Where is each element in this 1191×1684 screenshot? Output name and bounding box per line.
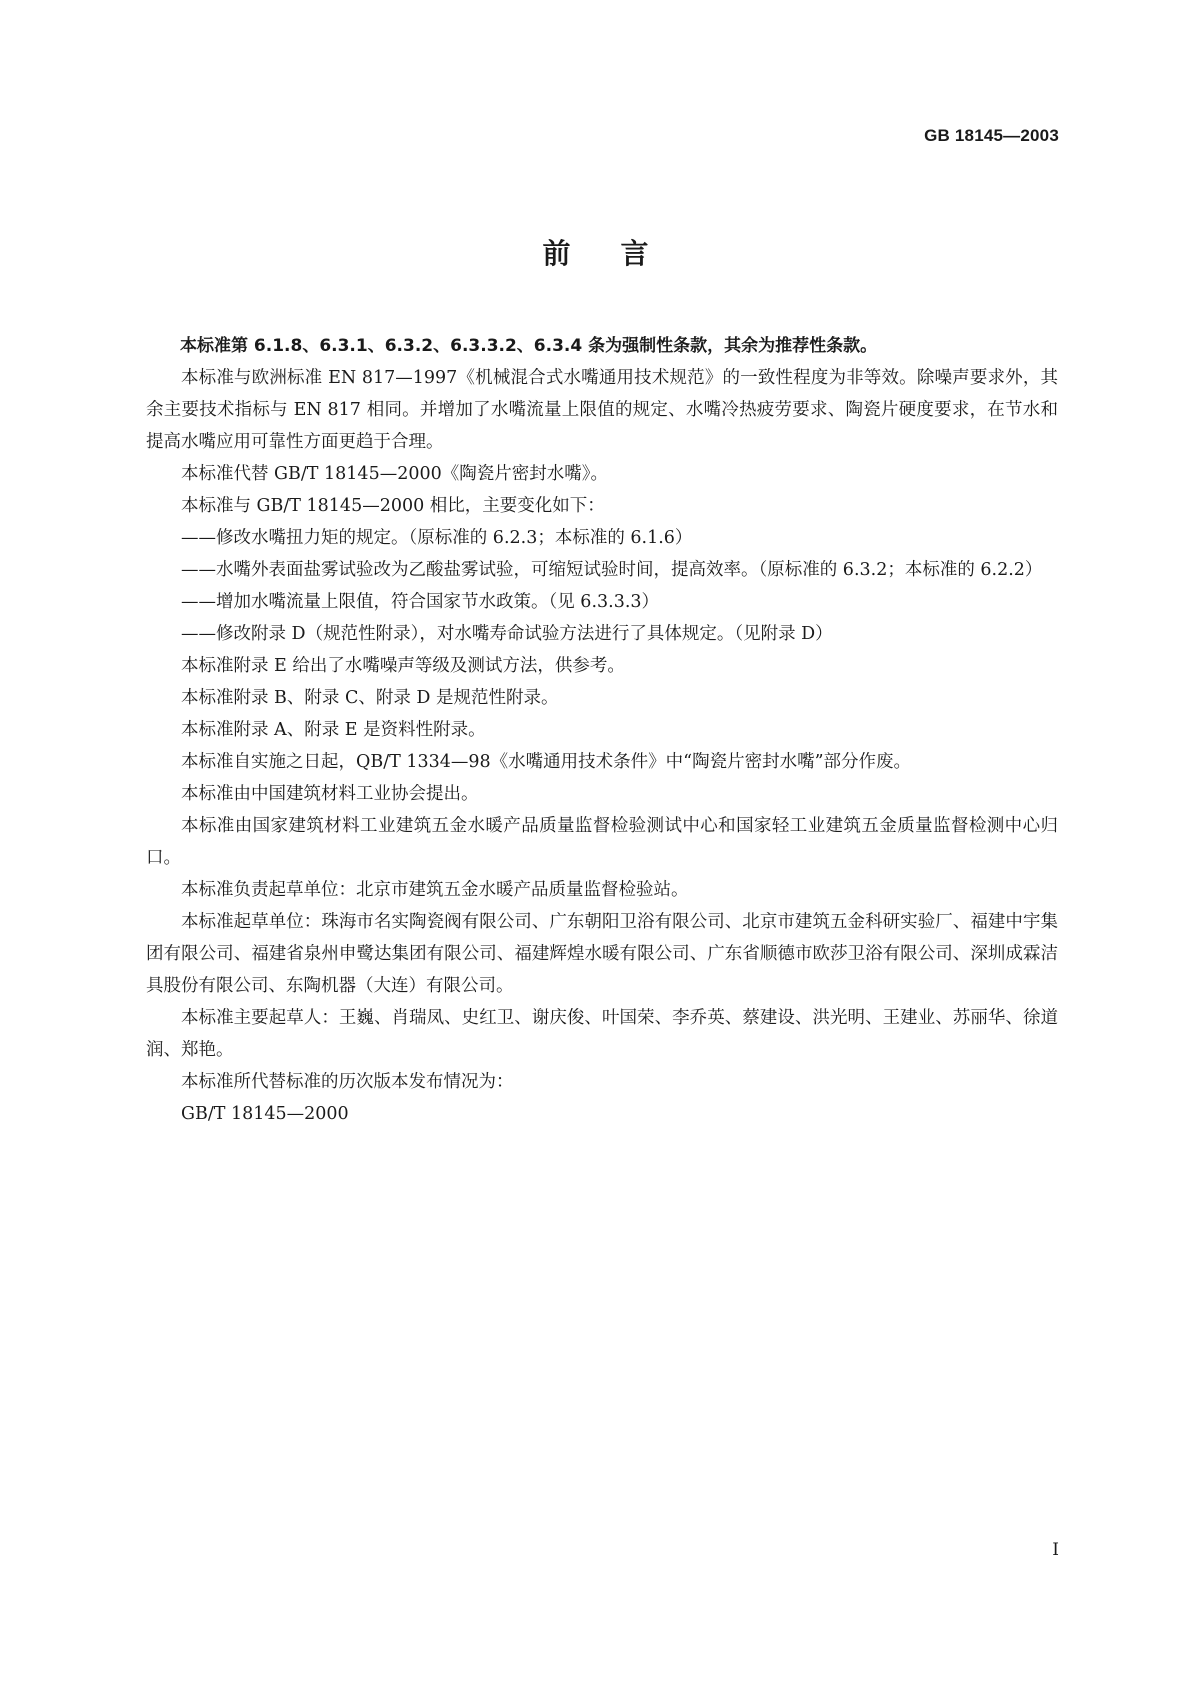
- paragraph-equivalence: 本标准与欧洲标准 EN 817—1997《机械混合式水嘴通用技术规范》的一致性程度为非等效。除噪声要求外，其余主要技术指标与 EN 817 相同。并增加了水嘴流量上限值的规定、水嘴冷热疲劳要求、陶瓷片硬度要求，在节水和提高水嘴应用可靠性方面更趋于合理。: [146, 368, 1058, 452]
- paragraph-main-drafters: 本标准主要起草人：王巍、肖瑞凤、史红卫、谢庆俊、叶国荣、李乔英、蔡建设、洪光明、王建业、苏丽华、徐道润、郑艳。: [146, 1008, 1058, 1060]
- standard-number: GB 18145—2003: [924, 126, 1059, 145]
- paragraph-abolished: 本标准自实施之日起，QB/T 1334—98《水嘴通用技术条件》中“陶瓷片密封水嘴”部分作废。: [181, 752, 912, 772]
- foreword-body: [146, 330, 1058, 1130]
- change-item-appendix-d: ——修改附录 D（规范性附录），对水嘴寿命试验方法进行了具体规定。（见附录 D）: [181, 624, 833, 644]
- change-item-flow-limit: ——增加水嘴流量上限值，符合国家节水政策。（见 6.3.3.3）: [181, 592, 660, 612]
- page-title: 前言: [542, 237, 699, 270]
- paragraph-drafting-units: 本标准起草单位：珠海市名实陶瓷阀有限公司、广东朝阳卫浴有限公司、北京市建筑五金科研实验厂、福建中宇集团有限公司、福建省泉州申鹭达集团有限公司、福建辉煌水暖有限公司、广东省顺德市欧莎卫浴有限公司、深圳成霖洁具股份有限公司、东陶机器（大连）有限公司。: [146, 912, 1058, 996]
- paragraph-appendix-e: 本标准附录 E 给出了水嘴噪声等级及测试方法，供参考。: [181, 656, 625, 676]
- paragraph-proposed-by: 本标准由中国建筑材料工业协会提出。: [181, 784, 479, 804]
- paragraph-changes-intro: 本标准与 GB/T 18145—2000 相比，主要变化如下：: [181, 496, 605, 516]
- paragraph-previous-version: GB/T 18145—2000: [181, 1104, 349, 1124]
- paragraph-version-history: 本标准所代替标准的历次版本发布情况为：: [181, 1072, 514, 1092]
- paragraph-replaces: 本标准代替 GB/T 18145—2000《陶瓷片密封水嘴》。: [181, 464, 608, 484]
- paragraph-responsible-drafter: 本标准负责起草单位：北京市建筑五金水暖产品质量监督检验站。: [181, 880, 689, 900]
- paragraph-informative-appendices: 本标准附录 A、附录 E 是资料性附录。: [181, 720, 486, 740]
- mandatory-clauses-paragraph: 本标准第 6.1.8、6.3.1、6.3.2、6.3.3.2、6.3.4 条为强制性条款，其余为推荐性条款。: [180, 336, 878, 356]
- change-item-torque: ——修改水嘴扭力矩的规定。（原标准的 6.2.3；本标准的 6.1.6）: [181, 528, 693, 548]
- change-item-salt-spray: ——水嘴外表面盐雾试验改为乙酸盐雾试验，可缩短试验时间，提高效率。（原标准的 6.3.2；本标准的 6.2.2）: [181, 560, 1043, 580]
- paragraph-centralized-by: 本标准由国家建筑材料工业建筑五金水暖产品质量监督检验测试中心和国家轻工业建筑五金质量监督检测中心归口。: [146, 816, 1058, 868]
- page-number: I: [1052, 1540, 1059, 1560]
- paragraph-normative-appendices: 本标准附录 B、附录 C、附录 D 是规范性附录。: [181, 688, 559, 708]
